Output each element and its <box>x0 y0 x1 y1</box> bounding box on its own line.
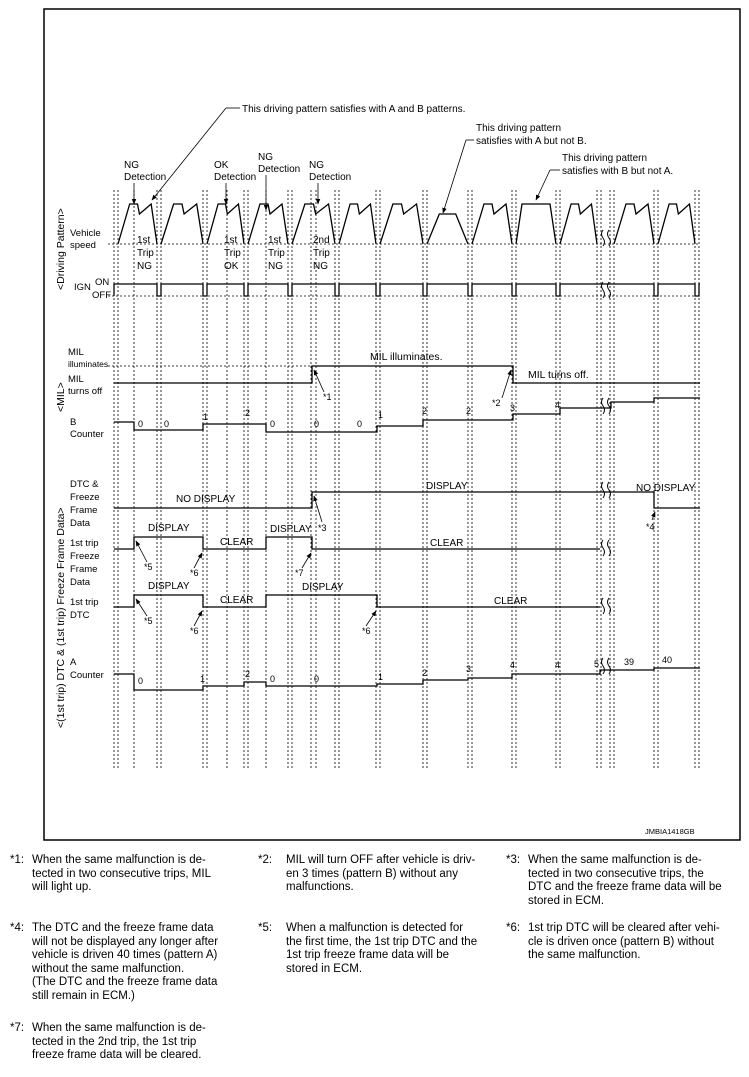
trip-1-l1: 1st <box>137 235 151 246</box>
trip-3-l1: 1st <box>268 235 282 246</box>
callout-bna-text2: satisfies with B but not A. <box>562 166 674 177</box>
footnote-number: *4: <box>10 922 25 934</box>
row-mil-illum-2: illuminates <box>68 359 109 369</box>
a-counter-value: 2 <box>245 669 251 679</box>
trip-4-l2: Trip <box>313 248 330 259</box>
row-ign: IGN <box>74 282 91 293</box>
footnote-text: 1st trip DTC will be cleared after vehi- cle is driven once (pattern B) without the same malfunction. <box>528 922 720 961</box>
row-mil-off-2: turns off <box>68 386 103 397</box>
footnote-number: *3: <box>506 854 521 866</box>
dtc-ff-display: DISPLAY <box>426 481 468 492</box>
row-ff1-4: Data <box>70 577 91 588</box>
row-dtc1-2: DTC <box>70 610 90 621</box>
row-mil-off-1: MIL <box>68 374 84 385</box>
marker-6b: *6 <box>190 626 199 636</box>
footnote-text: When the same malfunction is de- tected in the 2nd trip, the 1st trip freeze frame data will be cleared. <box>32 1022 206 1061</box>
a-counter-value: 39 <box>624 657 635 667</box>
marker-1: *1 <box>323 392 332 402</box>
b-counter-value: 0 <box>138 419 144 429</box>
a-counter-value: 1 <box>378 672 384 682</box>
b-counter-value: 4 <box>555 400 561 410</box>
dtc1-clear-2: CLEAR <box>494 596 528 607</box>
trip-4-l1: 2nd <box>313 235 330 246</box>
row-dtc1-1: 1st trip <box>70 597 99 608</box>
ff1-clear-1: CLEAR <box>220 537 254 548</box>
dtc1-display-1: DISPLAY <box>148 581 190 592</box>
b-counter-value: 3 <box>510 403 516 413</box>
row-dtc-ff-3: Frame <box>70 505 98 516</box>
row-a-counter-1: A <box>70 657 77 668</box>
group-driving-label: <Driving Pattern> <box>55 208 67 290</box>
marker-5a: *5 <box>144 562 153 572</box>
footnote-number: *5: <box>258 922 273 934</box>
trip-2-l1: 1st <box>224 235 238 246</box>
a-counter-value: 5 <box>594 659 600 669</box>
trip-1-l2: Trip <box>137 248 154 259</box>
marker-5b: *5 <box>144 616 153 626</box>
trip-3-l2: Trip <box>268 248 285 259</box>
footnote-text: When the same malfunction is de- tected in two consecutive trips, MIL will light up. <box>32 854 211 893</box>
detection-1-l1: NG <box>124 160 139 171</box>
row-dtc-ff-4: Data <box>70 518 91 529</box>
figure-id: JMBIA1418GB <box>645 827 695 836</box>
footnote-text: MIL will turn OFF after vehicle is driv- en 3 times (pattern B) without any malfunctions. <box>286 854 476 893</box>
b-counter-value: 0 <box>270 419 276 429</box>
row-dtc-ff-1: DTC & <box>70 479 99 490</box>
detection-3-l2: Detection <box>258 164 301 175</box>
a-counter-value: 3 <box>466 664 472 674</box>
b-counter-value: 0 <box>357 419 363 429</box>
ff1-display-2: DISPLAY <box>270 524 312 535</box>
group-dtc-label: <(1st trip) DTC & (1st trip) Freeze Frame Data> <box>55 507 67 728</box>
trip-1-l3: NG <box>137 261 152 272</box>
row-dtc-ff-2: Freeze <box>70 492 100 503</box>
group-mil-label: <MIL> <box>55 382 67 412</box>
row-vehicle-speed-2: speed <box>70 240 96 251</box>
row-vehicle-speed-1: Vehicle <box>70 228 101 239</box>
b-counter-value: 1 <box>203 412 209 422</box>
marker-6a: *6 <box>190 568 199 578</box>
row-ign-on: ON <box>95 277 110 288</box>
detection-3-l1: NG <box>258 152 273 163</box>
a-counter-value: 0 <box>270 674 276 684</box>
b-counter-value: 0 <box>164 419 170 429</box>
dtc1-clear-1: CLEAR <box>220 595 254 606</box>
trip-4-l3: NG <box>313 261 328 272</box>
detection-2-l1: OK <box>214 160 229 171</box>
row-ff1-3: Frame <box>70 564 98 575</box>
footnotes <box>0 848 749 1077</box>
diagram-frame <box>44 9 740 840</box>
a-counter-value: 4 <box>510 660 516 670</box>
callout-ab-text: This driving pattern satisfies with A and B patterns. <box>242 104 466 115</box>
callout-bna-text1: This driving pattern <box>562 153 648 164</box>
dtc-ff-no-display-1: NO DISPLAY <box>176 494 236 505</box>
a-counter-value: 0 <box>138 676 144 686</box>
footnote-number: *1: <box>10 854 25 866</box>
row-ign-off: OFF <box>92 290 111 301</box>
row-b-counter-2: Counter <box>70 429 104 440</box>
marker-3: *3 <box>318 523 327 533</box>
b-counter-value: 2 <box>245 408 251 418</box>
detection-4-l1: NG <box>309 160 324 171</box>
marker-6c: *6 <box>362 626 371 636</box>
mil-turns-off-state: MIL turns off. <box>528 369 589 381</box>
a-counter-value: 0 <box>314 674 320 684</box>
mil-illuminates-state: MIL illuminates. <box>370 351 443 363</box>
callout-anb-text2: satisfies with A but not B. <box>476 136 587 147</box>
marker-2: *2 <box>492 398 501 408</box>
row-ff1-1: 1st trip <box>70 538 99 549</box>
row-ff1-2: Freeze <box>70 551 100 562</box>
row-b-counter-1: B <box>70 417 77 428</box>
ff1-clear-2: CLEAR <box>430 538 464 549</box>
b-counter-value: 2 <box>466 406 472 416</box>
a-counter-value: 40 <box>662 655 673 665</box>
footnote-text: The DTC and the freeze frame data will not be displayed any longer after vehicle is driven 40 times (pattern A) without the same malfunction. (The DTC and the freeze frame data still remain in ECM.) <box>32 922 219 1002</box>
b-counter-value: 2 <box>422 406 428 416</box>
ff1-display-1: DISPLAY <box>148 523 190 534</box>
b-counter-value: 1 <box>378 410 384 420</box>
trip-2-l3: OK <box>224 261 239 272</box>
dtc-ff-no-display-2: NO DISPLAY <box>636 483 696 494</box>
footnote-number: *2: <box>258 854 273 866</box>
callout-anb-text1: This driving pattern <box>476 123 562 134</box>
a-counter-value: 4 <box>555 660 561 670</box>
row-mil-illum-1: MIL <box>68 347 84 358</box>
trip-3-l3: NG <box>268 261 283 272</box>
footnote-number: *6: <box>506 922 521 934</box>
row-a-counter-2: Counter <box>70 670 104 681</box>
a-counter-value: 2 <box>422 668 428 678</box>
marker-4: *4 <box>646 522 655 532</box>
footnote-text: When the same malfunction is de- tected in two consecutive trips, the DTC and the freeze frame data will be stored in ECM. <box>528 854 722 907</box>
detection-1-l2: Detection <box>124 172 167 183</box>
detection-2-l2: Detection <box>214 172 257 183</box>
footnote-number: *7: <box>10 1022 25 1034</box>
b-counter-value: 0 <box>314 419 320 429</box>
footnote-text: When a malfunction is detected for the first time, the 1st trip DTC and the 1st trip freeze frame data will be stored in ECM. <box>286 922 478 975</box>
trip-2-l2: Trip <box>224 248 241 259</box>
dtc1-display-2: DISPLAY <box>302 582 344 593</box>
detection-4-l2: Detection <box>309 172 352 183</box>
a-counter-value: 1 <box>200 674 206 684</box>
marker-7: *7 <box>295 568 304 578</box>
